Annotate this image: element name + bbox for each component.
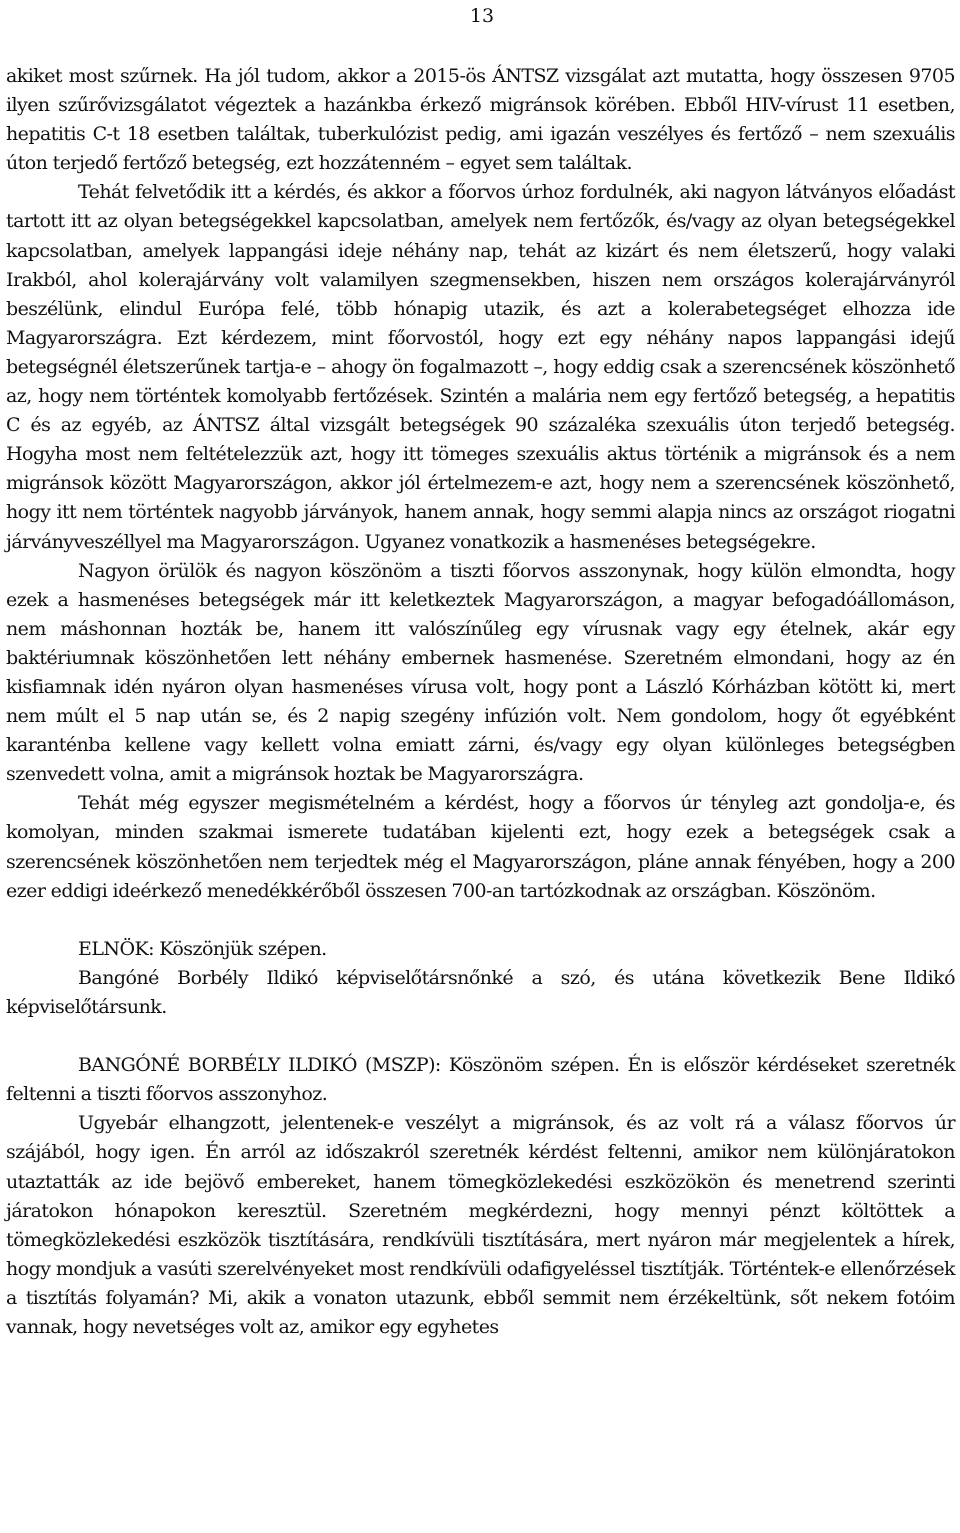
page-number: 13 [469,5,495,27]
paragraph: Nagyon örülök és nagyon köszönöm a tiszti főorvos asszonynak, hogy külön elmondta, hogy ezek a hasmenéses betegségek már itt keletkeztek Magyarországon, a magyar befogadóállomáson, nem máshonnan hozták be, hanem itt valószínűleg egy vírusnak vagy egy ételnek, akár egy baktériumnak köszönhetően lett néhány embernek hasmenése. Szeretném elmondani, hogy az én kisfiamnak idén nyáron olyan hasmenéses vírusa volt, hogy pont a László Kórházban kötött ki, mert nem múlt el 5 nap után se, és 2 napig szegény infúzión volt. Nem gondolom, hogy őt egyébként karanténba kellene vagy kellett volna emiatt zárni, és/vagy egy olyan különleges betegségben szenvedett volna, amit a migránsok hoztak be Magyarországra. [6,559,955,786]
document-body [6,62,955,1342]
paragraph: Ugyebár elhangzott, jelentenek-e veszélyt a migránsok, és az volt rá a válasz főorvos úr szájából, hogy igen. Én arról az időszakról szeretnék kérdést feltenni, amikor nem különjáratokon utaztatták az ide bejövő embereket, hanem tömegközlekedési eszközökön és menetrend szerinti járatokon hónapokon keresztül. Szeretném megkérdezni, hogy mennyi pénzt költöttek a tömegközlekedési eszközök tisztítására, rendkívüli tisztítására, mert nyáron már megjelentek a hírek, hogy mondjuk a vasúti szerelvényeket most rendkívüli odafigyeléssel tisztítják. Történtek-e ellenőrzések a tisztítás folyamán? Mi, akik a vonaton utazunk, ebből semmit nem érzékeltünk, sőt nekem fotóim vannak, hogy nevetséges volt az, amikor egy egyhetes [6,1112,955,1339]
paragraph: Tehát felvetődik itt a kérdés, és akkor a főorvos úrhoz fordulnék, aki nagyon látványos előadást tartott itt az olyan betegségekkel kapcsolatban, amelyek nem fertőzők, és/vagy az olyan betegségekkel kapcsolatban, amelyek lappangási ideje néhány nap, tehát az kizárt és nem életszerű, hogy valaki Irakból, ahol kolerajárvány volt valamilyen szegmensekben, hiszen nem országos kolerajárványról beszélünk, elindul Európa felé, több hónapig utazik, és azt a kolerabetegséget elhozza ide Magyarországra. Ezt kérdezem, mint főorvostól, hogy ezt egy néhány napos lappangási idejű betegségnél életszerűnek tartja-e – ahogy ön fogalmazott –, hogy eddig csak a szerencsének köszönhető az, hogy nem történtek komolyabb fertőzések. Szintén a malária nem egy fertőző betegség, a hepatitis C és az egyéb, az ÁNTSZ által vizsgált betegségek 90 százaléka szexuális úton terjedő betegség. Hogyha most nem feltételezzük azt, hogy itt tömeges szexuális aktus történik a migránsok és a nem migránsok között Magyarországon, akkor jól értelmezem-e azt, hogy nem a szerencsének köszönhető, hogy itt nem történtek nagyobb járványok, hanem annak, hogy semmi alapja nincs az országot riogatni járványveszéllyel ma Magyarországon. Ugyanez vonatkozik a hasmenéses betegségekre. [6,181,955,553]
speaker-paragraph-bangone: BANGÓNÉ BORBÉLY ILDIKÓ (MSZP): Köszönöm szépen. Én is először kérdéseket szeretnék feltenni a tiszti főorvos asszonyhoz. [6,1054,955,1106]
paragraph: Bangóné Borbély Ildikó képviselőtársnőnké a szó, és utána következik Bene Ildikó képviselőtársunk. [6,966,955,1018]
paragraph-continuation: akiket most szűrnek. Ha jól tudom, akkor a 2015-ös ÁNTSZ vizsgálat azt mutatta, hogy összesen 9705 ilyen szűrővizsgálatot végeztek a hazánkba érkező migránsok körében. Ebből HIV-vírust 11 esetben, hepatitis C-t 18 esetben találtak, tuberkulózist pedig, ami igazán veszélyes és fertőző – nem szexuális úton terjedő fertőző betegség, ezt hozzátenném – egyet sem találtak. [6,65,955,175]
paragraph: Tehát még egyszer megismételném a kérdést, hogy a főorvos úr tényleg azt gondolja-e, és komolyan, minden szakmai ismerete tudatában kijelenti ezt, hogy ezek a betegségek csak a szerencsének köszönhetően nem terjedtek még el Magyarországon, pláne annak fényében, hogy a 200 ezer eddigi ideérkező menedékkérőből összesen 700-an tartózkodnak az országban. Köszönöm. [6,792,955,902]
speaker-paragraph-chair: ELNÖK: Köszönjük szépen. [78,937,327,960]
